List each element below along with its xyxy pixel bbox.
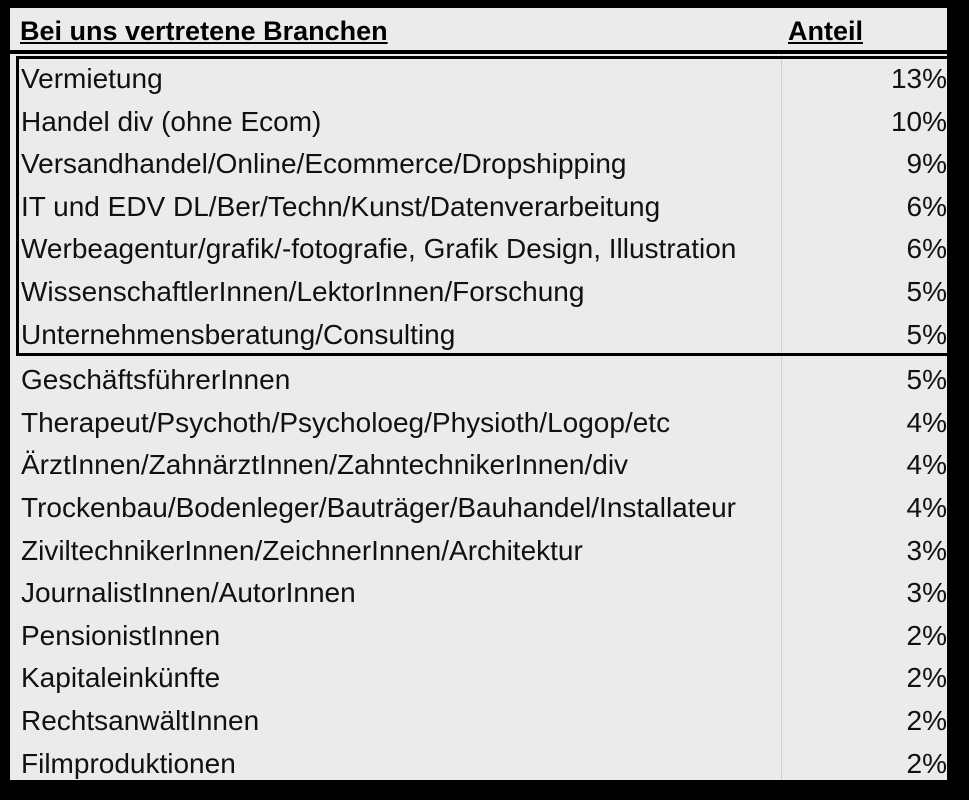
table-row: [10, 615, 947, 658]
row-label: ZiviltechnikerInnen/ZeichnerInnen/Architektur: [21, 534, 583, 566]
table-row: [10, 58, 947, 101]
table-row: [10, 700, 947, 743]
spreadsheet-table: [10, 8, 947, 780]
row-label: Therapeut/Psychoth/Psycholoeg/Physioth/Logop/etc: [21, 406, 671, 438]
row-value: 13%: [890, 63, 947, 94]
row-label: IT und EDV DL/Ber/Techn/Kunst/Datenverarbeitung: [21, 190, 661, 222]
row-value: 5%: [906, 364, 947, 396]
table-row: [10, 657, 947, 700]
row-label: Filmproduktionen: [21, 747, 236, 779]
table-row: [10, 186, 947, 229]
row-label: Vermietung: [21, 63, 163, 94]
row-value: 5%: [906, 318, 947, 350]
row-label: Unternehmensberatung/Consulting: [21, 318, 456, 350]
row-value: 2%: [906, 704, 947, 736]
row-label: RechtsanwältInnen: [21, 704, 260, 736]
table-row: [10, 271, 947, 314]
row-value: 4%: [906, 449, 947, 481]
table-row: [10, 402, 947, 445]
table-row: [10, 530, 947, 573]
row-label: WissenschaftlerInnen/LektorInnen/Forschung: [21, 275, 585, 307]
row-value: 2%: [906, 619, 947, 651]
row-value: 6%: [906, 190, 947, 222]
row-value: 4%: [906, 406, 947, 438]
row-label: Werbeagentur/grafik/-fotografie, Grafik Design, Illustration: [21, 233, 737, 265]
table-row: [10, 143, 947, 186]
table-row: [10, 572, 947, 615]
row-value: 9%: [906, 148, 947, 180]
row-value: 3%: [906, 534, 947, 566]
column-header-branche: Bei uns vertretene Branchen: [20, 16, 388, 46]
row-label: GeschäftsführerInnen: [21, 364, 291, 396]
table-row: [10, 228, 947, 271]
row-label: Handel div (ohne Ecom): [21, 105, 322, 137]
table-row: [10, 359, 947, 402]
table-row: [10, 101, 947, 144]
row-label: Trockenbau/Bodenleger/Bauträger/Bauhandel/Installateur: [21, 491, 736, 523]
row-value: 4%: [906, 491, 947, 523]
table-row: [10, 444, 947, 487]
row-label: PensionistInnen: [21, 619, 221, 651]
row-label: JournalistInnen/AutorInnen: [21, 577, 356, 609]
table-body: [10, 58, 947, 785]
row-value: 2%: [906, 747, 947, 779]
table-row: [10, 487, 947, 530]
row-value: 6%: [906, 233, 947, 265]
row-value: 5%: [906, 275, 947, 307]
column-header-anteil: Anteil: [788, 16, 864, 46]
row-label: ÄrztInnen/ZahnärztInnen/ZahntechnikerInnen/div: [21, 449, 629, 481]
table-header: [10, 8, 947, 54]
row-value: 10%: [890, 105, 947, 137]
row-value: 3%: [906, 577, 947, 609]
row-label: Versandhandel/Online/Ecommerce/Dropshipping: [21, 148, 627, 180]
table-row: [10, 743, 947, 786]
table-row: [10, 314, 947, 357]
row-label: Kapitaleinkünfte: [21, 662, 221, 694]
row-value: 2%: [906, 662, 947, 694]
